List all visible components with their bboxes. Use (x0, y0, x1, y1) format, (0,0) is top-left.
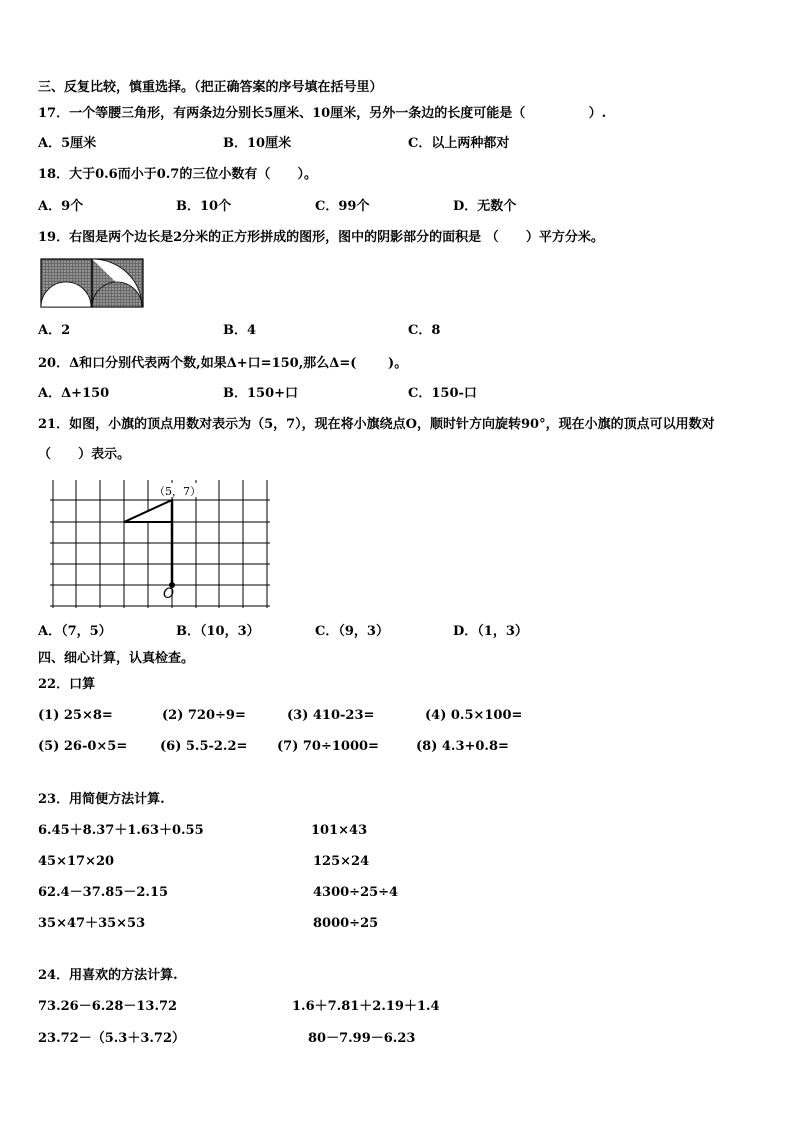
q23-left-1: 6.45＋8.37＋1.63＋0.55 (38, 823, 204, 838)
q19-option-a: A．2 (38, 323, 71, 338)
q18-option-b: B．10个 (176, 199, 232, 214)
q23-right-1: 101×43 (311, 823, 368, 838)
q20-option-b: B．150+口 (223, 386, 299, 401)
q21-origin-label: O (163, 586, 175, 602)
q22-item-6: (6) 5.5-2.2= (160, 739, 248, 754)
q18-option-a: A．9个 (38, 199, 84, 214)
q22-item-2: (2) 720÷9= (162, 708, 246, 723)
q17-option-a: A．5厘米 (38, 136, 97, 151)
q22-item-4: (4) 0.5×100= (425, 708, 523, 723)
q17-option-c: C．以上两种都对 (408, 136, 510, 151)
q24-left-2: 23.72－（5.3＋3.72） (38, 1031, 185, 1046)
q21-stem-line2: （ ）表示。 (38, 447, 131, 462)
q21-stem-line1: 21．如图，小旗的顶点用数对表示为（5，7），现在将小旗绕点O，顺时针方向旋转90°，现在小旗的顶点可以用数对 (38, 417, 715, 432)
q22-item-8: (8) 4.3+0.8= (416, 739, 509, 754)
q21-option-d: D．（1，3） (453, 624, 528, 639)
q22-item-5: (5) 26-0×5= (38, 739, 128, 754)
q20-option-a: A．Δ+150 (38, 386, 110, 401)
q20-stem: 20．Δ和口分别代表两个数,如果Δ+口=150,那么Δ=( )。 (38, 356, 408, 371)
q23-title: 23．用简便方法计算. (38, 792, 165, 807)
q22-item-3: (3) 410-23= (287, 708, 375, 723)
q23-right-4: 8000÷25 (313, 916, 379, 931)
q17-stem: 17．一个等腰三角形，有两条边分别长5厘米、10厘米，另外一条边的长度可能是（ ）. (38, 106, 607, 121)
q23-right-2: 125×24 (313, 854, 370, 869)
q19-option-c: C．8 (408, 323, 441, 338)
q21-option-c: C．（9，3） (315, 624, 389, 639)
q23-right-3: 4300÷25÷4 (313, 885, 399, 900)
q24-right-1: 1.6＋7.81＋2.19＋1.4 (292, 999, 440, 1014)
q22-item-1: (1) 25×8= (38, 708, 113, 723)
q19-figure (40, 258, 144, 308)
q24-title: 24．用喜欢的方法计算. (38, 968, 178, 983)
q18-option-c: C．99个 (315, 199, 370, 214)
q23-left-3: 62.4－37.85－2.15 (38, 885, 169, 900)
q22-item-7: (7) 70÷1000= (277, 739, 379, 754)
q23-left-4: 35×47＋35×53 (38, 916, 146, 931)
q20-option-c: C．150-口 (408, 386, 477, 401)
q17-option-b: B．10厘米 (223, 136, 292, 151)
q19-stem: 19．右图是两个边长是2分米的正方形拼成的图形，图中的阴影部分的面积是 （ ）平方分米。 (38, 230, 604, 245)
q19-option-b: B．4 (223, 323, 257, 338)
section-4-title: 四、细心计算，认真检查。 (38, 651, 195, 666)
q21-vertex-label: （5，7） (154, 485, 201, 498)
section-3-title: 三、反复比较，慎重选择。（把正确答案的序号填在括号里） (38, 80, 383, 95)
q18-stem: 18．大于0.6而小于0.7的三位小数有（ ）。 (38, 167, 317, 182)
q18-option-d: D．无数个 (453, 199, 517, 214)
q21-option-a: A．（7，5） (38, 624, 112, 639)
q23-left-2: 45×17×20 (38, 854, 115, 869)
q24-right-2: 80－7.99－6.23 (308, 1031, 416, 1046)
q22-title: 22．口算 (38, 677, 96, 692)
q21-option-b: B．（10，3） (176, 624, 260, 639)
q24-left-1: 73.26－6.28－13.72 (38, 999, 178, 1014)
